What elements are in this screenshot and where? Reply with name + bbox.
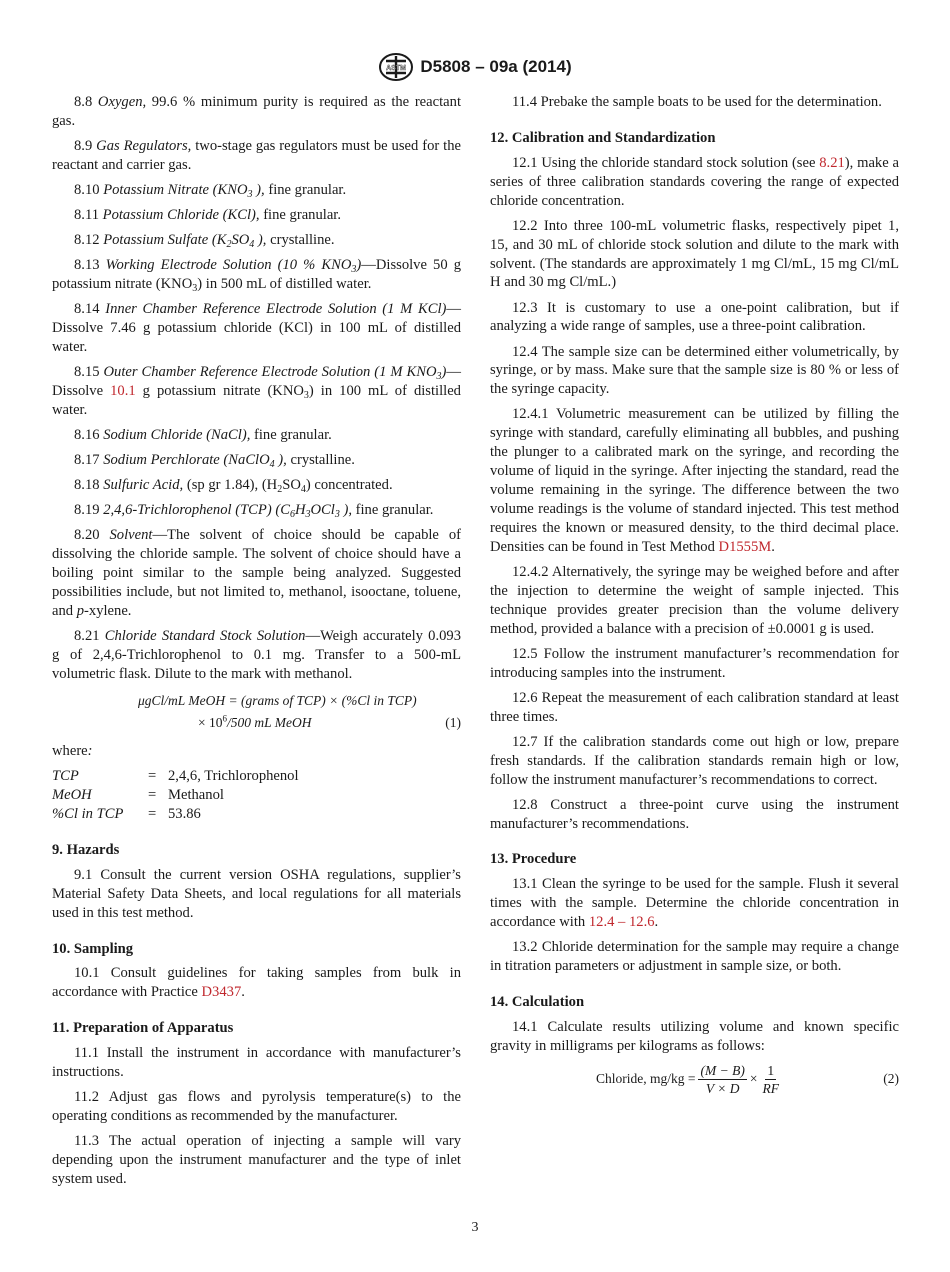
paragraph — [52, 1088, 461, 1126]
text-run: 8.17 — [74, 452, 104, 469]
paragraph — [52, 964, 461, 1002]
text-run: 8.13 — [74, 257, 106, 274]
paragraph — [490, 796, 899, 834]
paragraph — [52, 501, 461, 520]
text-run: 8.12 — [74, 232, 104, 249]
text-run: 3 — [305, 509, 311, 521]
definitions-table — [52, 767, 299, 824]
denominator: V × D — [705, 1080, 740, 1096]
text-run: 3 — [436, 371, 442, 383]
text-run: 8.18 — [74, 477, 104, 494]
paragraph — [490, 217, 899, 293]
text-run: 3 — [192, 283, 198, 295]
text-run: —Dissolve 7.46 g potassium chloride (KCl) in 100 mL of distilled water. — [52, 301, 462, 356]
page-header — [0, 52, 950, 87]
definition-equals: = — [148, 787, 157, 804]
section-heading: 10. Sampling — [52, 940, 134, 957]
text-run: 8.14 — [74, 301, 106, 318]
definition-value: Methanol — [168, 787, 224, 804]
paragraph — [52, 426, 461, 445]
paragraph — [52, 1132, 461, 1189]
definition-row — [52, 786, 299, 805]
paragraph — [52, 476, 461, 495]
text-run: Sodium Chloride (NaCl), — [103, 427, 251, 444]
right-column — [490, 93, 899, 1097]
paragraph — [490, 689, 899, 727]
definition-term: MeOH — [52, 787, 92, 804]
text-run: H — [294, 502, 306, 519]
text-run: ) — [356, 257, 362, 274]
denominator: RF — [762, 1080, 779, 1096]
paragraph — [52, 742, 461, 761]
text-run: fine granular. — [351, 502, 434, 519]
text-run: 2 — [226, 239, 232, 251]
equation-2-number: (2) — [883, 1070, 899, 1086]
text-run: —Dissolve — [52, 364, 461, 400]
equation-1-number: (1) — [445, 715, 461, 731]
text-run: ) in 500 mL of distilled water. — [197, 276, 372, 293]
paragraph — [52, 627, 461, 684]
text-run: Potassium Sulfate (K — [103, 232, 227, 249]
text-run: ), — [254, 232, 267, 249]
text-run: 12.4.1 Volumetric measurement can be utilized by filling the syringe with standard, carefully eliminating all bubbles, and pushing the plunger to a calibrated mark on the syringe, and recording the volume of liquid in the syringe. After injecting the standard, read the volume remaining in the syringe. The difference between the two volume readings is the volume of standard injected. This test method requires the known or measured density, to the third decimal place. Densities can be found in Test Method — [490, 406, 899, 555]
text-run: Outer Chamber Reference Electrode Solution (1 M KNO — [103, 364, 437, 381]
text-run: : — [87, 743, 93, 760]
text-run: 8.10 — [74, 182, 104, 198]
cross-reference-link[interactable]: D1555M — [718, 538, 772, 555]
text-run: 6 — [289, 509, 295, 521]
text-run: —Weigh accurately 0.093 g of 2,4,6-Trichlorophenol to 0.1 mg. Transfer to a 500-mL volumetric flask. Dilute to the mark with methanol. — [52, 628, 462, 682]
paragraph — [490, 1018, 899, 1056]
text-run: 4 — [300, 484, 306, 496]
text-run: . — [771, 538, 775, 555]
paragraph — [52, 526, 461, 621]
text-run: 4 — [269, 459, 275, 471]
text-run: Solvent — [109, 527, 153, 544]
paragraph — [52, 866, 461, 923]
section-heading: 14. Calculation — [490, 994, 585, 1011]
text-run: 99.6 % minimum purity is required as the reactant gas. — [52, 94, 462, 129]
text-run: ) concentrated. — [305, 477, 393, 494]
text-run: 12.8 Construct a three-point curve using the instrument manufacturer’s recommendations. — [490, 796, 899, 832]
definition-value: 53.86 — [168, 806, 201, 822]
document-id: D5808 – 09a (2014) — [420, 57, 572, 76]
text-run: Chloride Standard Stock Solution — [104, 628, 306, 645]
text-run: fine granular. — [264, 182, 347, 198]
text-run: Inner Chamber Reference Electrode Solution (1 M KCl) — [105, 301, 447, 318]
text-run: 11.2 Adjust gas flows and pyrolysis temperature(s) to the operating conditions as recommended by the manufacturer. — [52, 1089, 461, 1125]
section-heading: 12. Calibration and Standardization — [490, 129, 716, 146]
paragraph — [490, 733, 899, 790]
text-run: 8.19 — [74, 502, 104, 519]
text-run: crystalline. — [286, 452, 355, 469]
text-run: . — [654, 914, 659, 931]
text-run: 12.4.2 Alternatively, the syringe may be weighed before and after the injection to determine the weight of sample injected. This technique provides greater precision than the volume delivery method, provided a balance with a precision of ±0.0001 g is used. — [490, 563, 899, 637]
text-run: 12.5 Follow the instrument manufacturer’s recommendation for introducing samples into the instrument. — [490, 645, 899, 681]
equation-2-fraction-2 — [760, 1062, 781, 1097]
text-run: 8.9 — [74, 138, 97, 154]
text-run: 8.16 — [74, 427, 104, 444]
text-run: 13.2 Chloride determination for the sample may require a change in titration parameters or adjustment in sample size, or both. — [490, 939, 899, 975]
text-run: fine granular. — [250, 427, 332, 444]
definition-value: 2,4,6, Trichlorophenol — [168, 768, 299, 785]
paragraph — [52, 181, 461, 200]
definition-term: %Cl in TCP — [52, 806, 124, 822]
paragraph — [52, 231, 461, 250]
text-run: -xylene. — [84, 603, 132, 620]
equation-1-line-2-suffix: /500 mL MeOH — [227, 715, 312, 731]
text-run: fine granular. — [259, 207, 341, 224]
svg-text:ASTM: ASTM — [386, 65, 407, 72]
text-run: 3 — [351, 264, 357, 276]
text-run: 8.11 — [74, 207, 103, 224]
paragraph — [52, 137, 461, 175]
text-run: ), make a series of three calibration standards covering the range of expected chloride concentration. — [490, 154, 899, 209]
definition-term: TCP — [52, 768, 79, 785]
equation-2-lhs: Chloride, mg/kg = — [596, 1070, 696, 1086]
paragraph — [490, 938, 899, 976]
paragraph — [52, 206, 461, 225]
paragraph — [490, 563, 899, 639]
cross-reference-link[interactable]: 12.4 – 12.6 — [588, 914, 655, 931]
text-run: 8.20 — [74, 527, 110, 544]
definition-row — [52, 805, 299, 824]
equation-1-line-2-prefix: × 10 — [198, 715, 223, 731]
text-run: 11.4 Prebake the sample boats to be used for the determination. — [512, 94, 882, 110]
equation-2-times: × — [749, 1070, 758, 1086]
numerator: (M − B) — [700, 1062, 745, 1078]
left-column — [52, 93, 461, 1195]
paragraph — [52, 363, 461, 420]
numerator: 1 — [767, 1062, 775, 1078]
text-run: Oxygen, — [97, 94, 147, 110]
text-run: ), — [252, 182, 265, 198]
definition-equals: = — [148, 806, 157, 822]
paragraph — [52, 300, 461, 357]
text-run: SO — [282, 477, 301, 494]
text-run: 10.1 Consult guidelines for taking samples from bulk in accordance with Practice — [52, 965, 461, 1001]
text-run: Working Electrode Solution (10 % KNO — [105, 257, 352, 274]
paragraph — [490, 154, 899, 211]
text-run: Sulfuric Acid, — [103, 477, 184, 494]
paragraph — [490, 875, 899, 932]
equation-1-exponent: 6 — [222, 713, 227, 724]
text-run: Potassium Chloride (KCl), — [102, 207, 260, 224]
text-run: 11.1 Install the instrument in accordance with manufacturer’s instructions. — [52, 1045, 461, 1081]
text-run: 3 — [247, 189, 253, 200]
paragraph — [52, 93, 461, 131]
text-run: 3 — [303, 390, 309, 402]
paragraph — [490, 343, 899, 400]
cross-reference-link[interactable]: 8.21 — [819, 154, 845, 171]
text-run: 9.1 Consult the current version OSHA regulations, supplier’s Material Safety Data Sheets, and local regulations for all materials used in this test method. — [52, 866, 461, 921]
text-run: g potassium nitrate (KNO — [135, 383, 304, 400]
paragraph — [490, 299, 899, 337]
paragraph — [52, 451, 461, 470]
text-run: . — [241, 984, 245, 1001]
text-run: 8.15 — [74, 364, 104, 381]
text-run: where — [52, 743, 88, 760]
page-number: 3 — [471, 1220, 479, 1235]
equation-1-line-1: μgCl/mL MeOH = (grams of TCP) × (%Cl in TCP) — [138, 693, 417, 709]
text-run: ) in 100 mL of distilled water. — [52, 383, 461, 418]
text-run: (sp gr 1.84), (H — [183, 477, 278, 494]
text-run: 4 — [249, 239, 255, 251]
equation-2 — [490, 1062, 899, 1097]
definition-row — [52, 767, 299, 786]
text-run: ), — [274, 452, 287, 469]
text-run: 11.3 The actual operation of injecting a sample will vary depending upon the instrument manufacturer and the type of inlet system used. — [52, 1133, 461, 1187]
paragraph — [52, 1044, 461, 1082]
text-run: 12.6 Repeat the measurement of each calibration standard at least three times. — [490, 689, 899, 725]
text-run: —Dissolve 50 g potassium nitrate (KNO — [52, 257, 462, 293]
text-run: 8.21 — [74, 628, 105, 645]
text-run: 13.1 Clean the syringe to be used for the sample. Flush it several times with the sample. Determine the chloride concentration in accordance with — [490, 876, 899, 931]
text-run: crystalline. — [266, 232, 335, 249]
equation-1 — [52, 690, 461, 734]
paragraph — [490, 645, 899, 683]
paragraph — [490, 93, 899, 112]
cross-reference-link[interactable]: D3437 — [201, 984, 242, 1001]
text-run: 12.4 The sample size can be determined either volumetrically, by syringe, or by mass. Make sure that the sample size is 80 % or less of the syringe capacity. — [490, 343, 899, 398]
text-run: 2 — [277, 484, 283, 496]
text-run: 3 — [334, 509, 340, 521]
text-run: p — [76, 603, 85, 620]
text-run: SO — [231, 232, 250, 249]
text-run: two-stage gas regulators must be used for the reactant and carrier gas. — [52, 138, 462, 173]
text-run: Gas Regulators, — [96, 138, 192, 154]
cross-reference-link[interactable]: 10.1 — [110, 383, 136, 400]
text-run: 2,4,6-Trichlorophenol (TCP) (C — [103, 502, 290, 519]
definition-equals: = — [148, 768, 157, 785]
text-run: 8.8 — [74, 94, 98, 110]
section-heading: 13. Procedure — [490, 851, 577, 868]
text-run: ), — [339, 502, 352, 519]
astm-logo-icon — [378, 52, 414, 82]
text-run: 12.7 If the calibration standards come out high or low, prepare fresh standards. If the calibration standards remain high or low, follow the instrument manufacturer’s recommendations to correct. — [490, 733, 899, 788]
text-run: ) — [441, 364, 447, 381]
text-run: 12.1 Using the chloride standard stock solution (see — [512, 154, 820, 171]
text-run: Potassium Nitrate (KNO — [103, 182, 248, 198]
paragraph — [490, 405, 899, 556]
text-run: 12.2 Into three 100-mL volumetric flasks, respectively pipet 1, 15, and 30 mL of chloride stock solution and dilute to the mark with solvent. (The standards are approximately 1 mg Cl/mL, 15 mg Cl/mL H and 30 mg Cl/mL.) — [490, 217, 899, 291]
text-run: Sodium Perchlorate (NaClO — [103, 452, 270, 469]
text-run: —The solvent of choice should be capable of dissolving the chloride sample. The solvent of choice should have a boiling point similar to the sample being analyzed. Suggested possibilities include, but not limited to, methanol, isooctane, toluene, and — [52, 527, 461, 620]
section-heading: 11. Preparation of Apparatus — [52, 1020, 234, 1037]
equation-2-fraction-1 — [698, 1062, 746, 1097]
section-heading: 9. Hazards — [52, 841, 120, 858]
text-run: 14.1 Calculate results utilizing volume and known specific gravity in milligrams per kilograms as follows: — [490, 1018, 899, 1054]
paragraph — [52, 256, 461, 294]
text-run: 12.3 It is customary to use a one-point calibration, but if analyzing a wide range of samples, use a three-point calibration. — [490, 299, 899, 335]
text-run: OCl — [310, 502, 335, 519]
